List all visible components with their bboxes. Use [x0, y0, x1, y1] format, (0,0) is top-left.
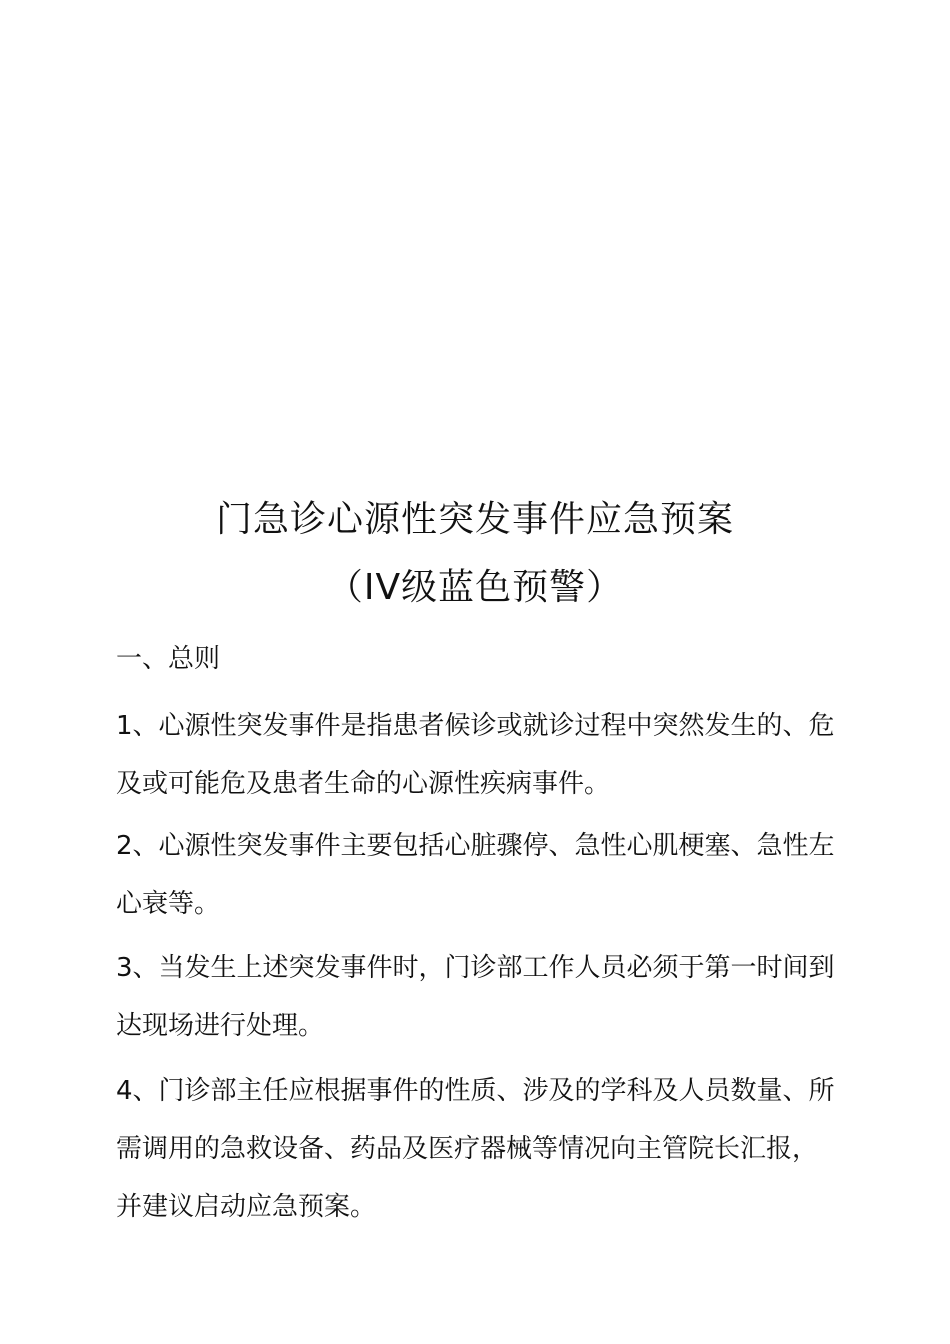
paragraph-1: 1、心源性突发事件是指患者候诊或就诊过程中突然发生的、危及或可能危及患者生命的心源性疾病事件。 — [116, 711, 835, 799]
paragraph-4: 4、门诊部主任应根据事件的性质、涉及的学科及人员数量、所需调用的急救设备、药品及医疗器械等情况向主管院长汇报，并建议启动应急预案。 — [116, 1076, 835, 1222]
paragraph-2: 2、心源性突发事件主要包括心脏骤停、急性心肌梗塞、急性左心衰等。 — [116, 831, 835, 919]
page-title: 门急诊心源性突发事件应急预案 — [215, 499, 734, 540]
section-heading: 一、总则 — [116, 644, 221, 674]
page-subtitle: （IV级蓝色预警） — [326, 567, 624, 608]
paragraph-3: 3、当发生上述突发事件时，门诊部工作人员必须于第一时间到达现场进行处理。 — [116, 953, 835, 1041]
